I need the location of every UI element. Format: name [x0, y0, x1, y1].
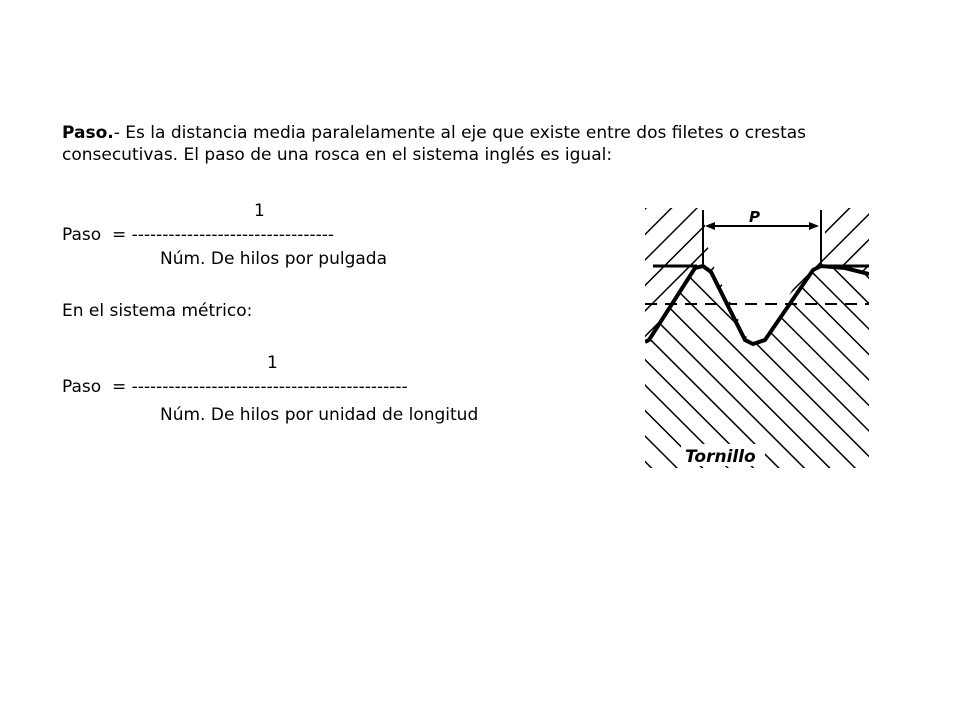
formula-ingles-bar: ---------------------------------: [131, 225, 335, 245]
figure-caption: Tornillo: [685, 447, 756, 467]
formula-metrico-numerator: 1: [267, 353, 278, 373]
formula-metrico-bar: ---------------------------------------------: [131, 377, 408, 397]
formula-metrico-denominator: Núm. De hilos por unidad de longitud: [160, 405, 479, 425]
screw-thread-figure: [645, 208, 869, 468]
formula-metrico-lhs: Paso =: [62, 377, 132, 397]
formula-ingles-denominator: Núm. De hilos por pulgada: [160, 249, 387, 269]
pitch-label: P: [749, 208, 760, 226]
definition-paragraph: [62, 122, 822, 166]
formula-ingles-numerator: 1: [254, 201, 265, 221]
definition-text: - Es la distancia media paralelamente al eje que existe entre dos filetes o crestas consecutivas. El paso de una rosca en el sistema inglés es igual:: [62, 123, 807, 165]
formula-ingles-lhs: Paso =: [62, 225, 132, 245]
metric-intro: En el sistema métrico:: [62, 301, 253, 321]
definition-term: Paso.: [62, 123, 114, 143]
formula-metrico-line: [62, 376, 408, 398]
formula-ingles-line: [62, 224, 334, 246]
